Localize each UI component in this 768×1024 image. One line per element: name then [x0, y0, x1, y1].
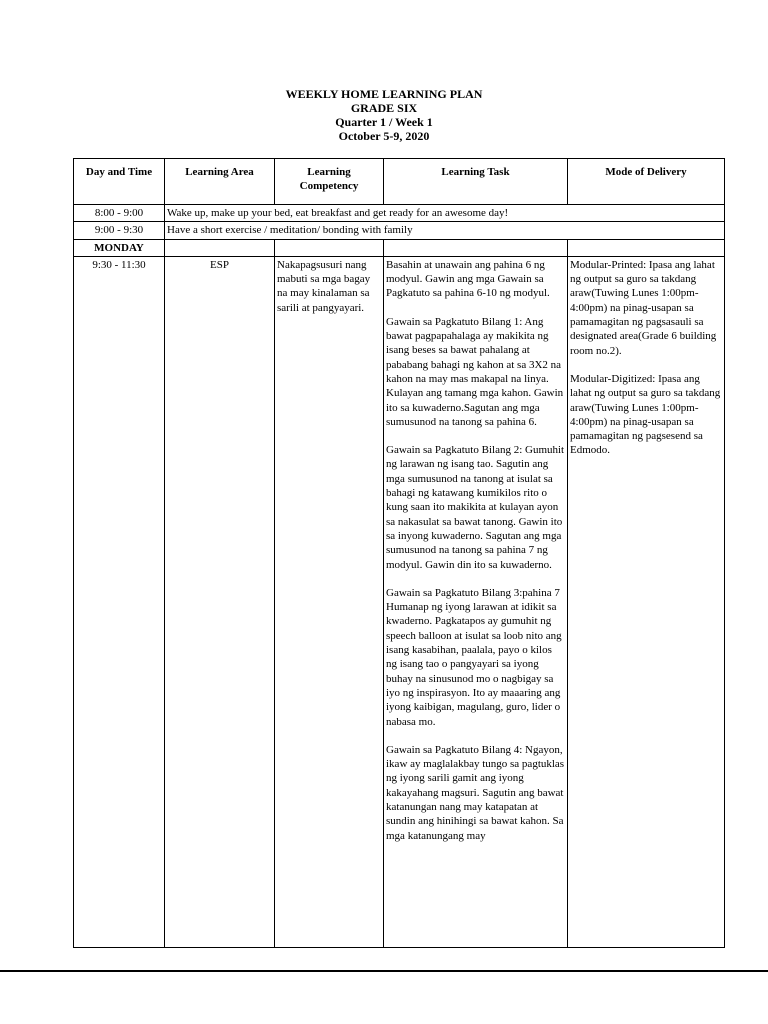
learning-plan-table [73, 158, 725, 948]
task-paragraph: Gawain sa Pagkatuto Bilang 4: Ngayon, ikaw ay maglalakbay tungo sa pagtuklas ng iyong sarili gamit ang iyong kakayahang magsuri. Sagutin ang bawat katanungan nang may katapatan at sundin ang hinihingi sa bawat kahon. Sa mga katanungang may [386, 743, 565, 842]
delivery-paragraph: Modular-Digitized: Ipasa ang lahat ng output sa guro sa takdang araw(Tuwing Lunes 1:00pm-4:00pm) na pinag-usapan sa pamamagitan ng pagsesend sa Edmodo. [570, 372, 721, 457]
learning-competency: Nakapagsusuri nang mabuti sa mga bagay na may kinalaman sa sarili at pangyayari. [275, 256, 384, 947]
header-day-time: Day and Time [74, 159, 165, 205]
delivery-paragraph: Modular-Printed: Ipasa ang lahat ng output sa guro sa takdang araw(Tuwing Lunes 1:00pm-4:00pm) na pinag-usapan sa pamamagitan ng pagsasauli sa designated area(Grade 6 building room no.2). [570, 258, 717, 357]
table-header-row [74, 159, 725, 205]
header-learning-task: Learning Task [384, 159, 568, 205]
routine-activity: Have a short exercise / meditation/ bonding with family [165, 222, 725, 239]
routine-activity: Wake up, make up your bed, eat breakfast and get ready for an awesome day! [165, 205, 725, 222]
day-label: MONDAY [74, 239, 165, 256]
table-row [74, 256, 725, 947]
document-title: WEEKLY HOME LEARNING PLAN [285, 87, 483, 101]
task-paragraph: Basahin at unawain ang pahina 6 ng modyul. Gawin ang mga Gawain sa Pagkatuto sa pahina 6-10 ng modyul. [386, 258, 550, 300]
empty-cell [568, 239, 725, 256]
grade-level: GRADE SIX [350, 101, 418, 115]
header-mode-of-delivery: Mode of Delivery [568, 159, 725, 205]
routine-time: 8:00 - 9:00 [74, 205, 165, 222]
task-paragraph: Gawain sa Pagkatuto Bilang 1: Ang bawat pagpapahalaga ay makikita ng isang beses sa bawat pahalang at pababang bahagi ng kahon at sa 3X2 na kahon na may mas makapal na linya. Kulayan ang tamang mga kahon. Gawin ito sa kuwaderno.Sagutan ang mga sumusunod na tanong sa pahina 6. [386, 315, 564, 428]
day-row [74, 239, 725, 256]
task-paragraph: Gawain sa Pagkatuto Bilang 2: Gumuhit ng larawan ng isang tao. Sagutin ang mga sumusunod na tanong at isulat sa bahagi ng katawang kumikilos rito o kung saan ito makikita at kulayan ayon sa nakasulat sa bawat tanong. Gawin ito sa inyong kuwaderno. Sagutan ang mga sumusunod na tanong sa pahina 7 ng modyul. Gawin din ito sa kuwaderno. [386, 444, 565, 571]
date-range: October 5-9, 2020 [338, 129, 430, 143]
routine-time: 9:00 - 9:30 [74, 222, 165, 239]
empty-cell [384, 239, 568, 256]
header-learning-area: Learning Area [165, 159, 275, 205]
page-bottom-rule [0, 970, 768, 972]
mode-of-delivery [568, 256, 725, 947]
session-time: 9:30 - 11:30 [74, 256, 165, 947]
table-row [74, 222, 725, 239]
document-header [0, 87, 768, 143]
learning-area: ESP [165, 256, 275, 947]
task-paragraph: Gawain sa Pagkatuto Bilang 3:pahina 7 Humanap ng iyong larawan at idikit sa kwaderno. Pagkatapos ay gumuhit ng speech balloon at isulat sa loob nito ang isang kasabihan, paalala, payo o kilos ng isang tao o pangyayari sa iyong buhay na sinusunod mo o nagbigay sa iyo ng inspirasyon. Ito ay maaaring ang iyong kaibigan, magulang, guro, lider o nabasa mo. [386, 586, 562, 728]
quarter-week: Quarter 1 / Week 1 [335, 115, 433, 129]
learning-tasks [384, 256, 568, 947]
empty-cell [165, 239, 275, 256]
table-row [74, 205, 725, 222]
header-learning-competency: Learning Competency [275, 159, 384, 205]
empty-cell [275, 239, 384, 256]
